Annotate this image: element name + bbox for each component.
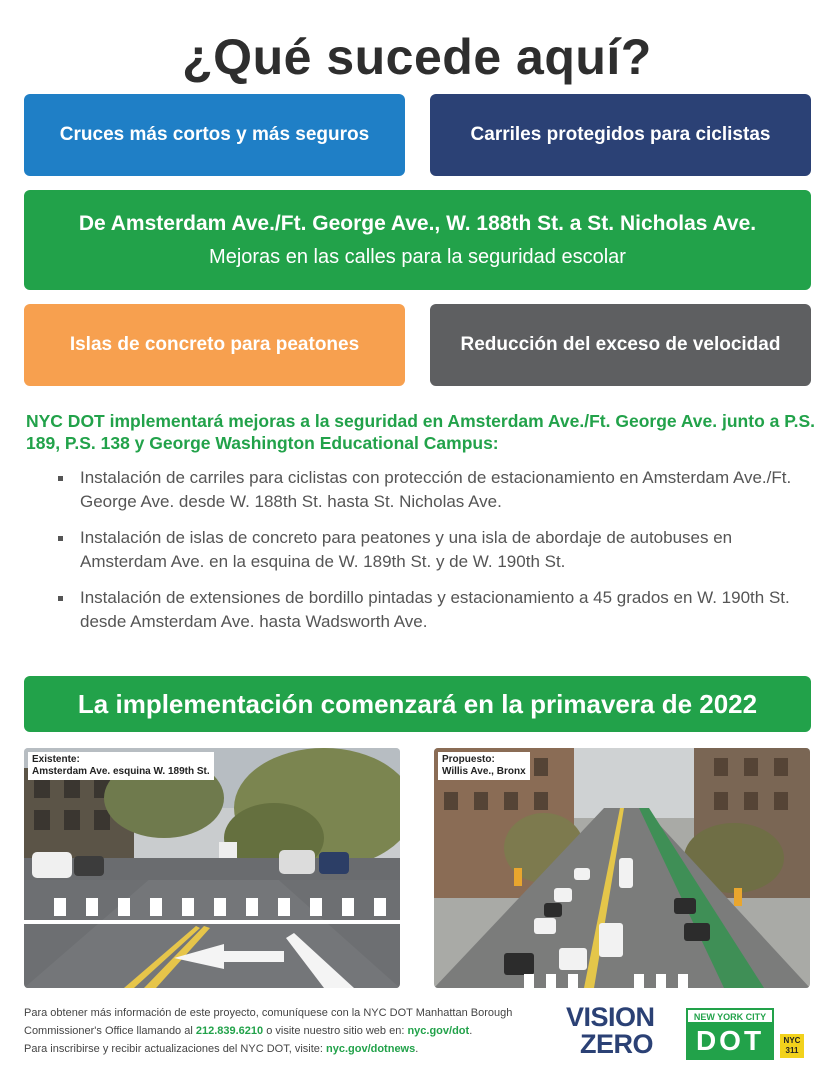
- zero-text: ZERO: [580, 1029, 654, 1059]
- nyc311-bottom: 311: [785, 1046, 799, 1055]
- footer-line-2: [24, 1022, 544, 1040]
- website-link[interactable]: nyc.gov/dot: [407, 1025, 470, 1037]
- vision-text: VISION: [566, 1002, 655, 1032]
- feature-protected-bike-lanes: [430, 94, 811, 176]
- proposed-label: Propuesto:: [442, 754, 495, 765]
- footer-contact: [24, 1004, 544, 1058]
- footer-text: Para obtener más información de este proyecto, comuníquese con la NYC DOT Manhattan Borough: [24, 1007, 513, 1019]
- feature-label: Cruces más cortos y más seguros: [59, 124, 370, 145]
- feature-label: Reducción del exceso de velocidad: [460, 334, 781, 355]
- street-illustration: [24, 748, 400, 988]
- nyc311-top: NYC: [783, 1036, 801, 1045]
- list-item: Instalación de islas de concreto para peatones y una isla de abordaje de autobuses en Amsterdam Ave. en la esquina de W. 189th St. y de W. 190th St.: [56, 526, 816, 574]
- banner-text: La implementación comenzará en la primavera de 2022: [77, 688, 758, 719]
- nyc-dot-logo: [686, 1008, 774, 1060]
- project-corridor-box: [24, 190, 811, 290]
- phone-link[interactable]: 212.839.6210: [195, 1025, 264, 1037]
- list-item: Instalación de extensiones de bordillo pintadas y estacionamiento a 45 grados en W. 190th St. desde Amsterdam Ave. hasta Wadsworth Ave.: [56, 586, 816, 634]
- footer-text: Commissioner's Office llamando al: [24, 1025, 196, 1037]
- existing-location: Amsterdam Ave. esquina W. 189th St.: [32, 766, 210, 777]
- improvements-list: [56, 466, 816, 646]
- intro-text: NYC DOT implementará mejoras a la seguridad en Amsterdam Ave./Ft. George Ave. junto a P.S. 189, P.S. 138 y George Washington Educational Campus:: [26, 411, 816, 453]
- street-illustration: [434, 748, 810, 988]
- list-item: Instalación de carriles para ciclistas con protección de estacionamiento en Amsterdam Ave./Ft. George Ave. desde W. 188th St. hasta St. Nicholas Ave.: [56, 466, 816, 514]
- nyc-label: NEW YORK CITY: [688, 1010, 772, 1024]
- footer-line-3: [24, 1040, 544, 1058]
- feature-label: Carriles protegidos para ciclistas: [470, 124, 771, 145]
- dot-label: DOT: [688, 1024, 772, 1058]
- proposed-location: Willis Ave., Bronx: [442, 766, 526, 777]
- footer-text: .: [469, 1025, 473, 1037]
- nyc-311-logo: [780, 1034, 804, 1058]
- footer-text: .: [415, 1043, 419, 1055]
- dotnews-link[interactable]: nyc.gov/dotnews: [326, 1043, 416, 1055]
- proposed-street-photo: [434, 748, 810, 988]
- vision-zero-logo: [566, 1004, 678, 1060]
- feature-speeding-reduction: [430, 304, 811, 386]
- corridor-heading: De Amsterdam Ave./Ft. George Ave., W. 188th St. a St. Nicholas Ave.: [78, 211, 757, 235]
- footer-text: o visite nuestro sitio web en:: [263, 1025, 408, 1037]
- feature-shorter-crossings: [24, 94, 405, 176]
- existing-street-photo: [24, 748, 400, 988]
- page-title: ¿Qué sucede aquí?: [182, 29, 652, 85]
- implementation-banner: [24, 676, 811, 732]
- feature-label: Islas de concreto para peatones: [69, 334, 360, 355]
- footer-line-1: [24, 1004, 544, 1022]
- footer-text: Para inscribirse y recibir actualizaciones del NYC DOT, visite:: [24, 1043, 326, 1055]
- existing-caption: [28, 752, 214, 780]
- existing-label: Existente:: [32, 754, 80, 765]
- feature-pedestrian-islands: [24, 304, 405, 386]
- corridor-subheading: Mejoras en las calles para la seguridad escolar: [209, 245, 626, 268]
- proposed-caption: [438, 752, 530, 780]
